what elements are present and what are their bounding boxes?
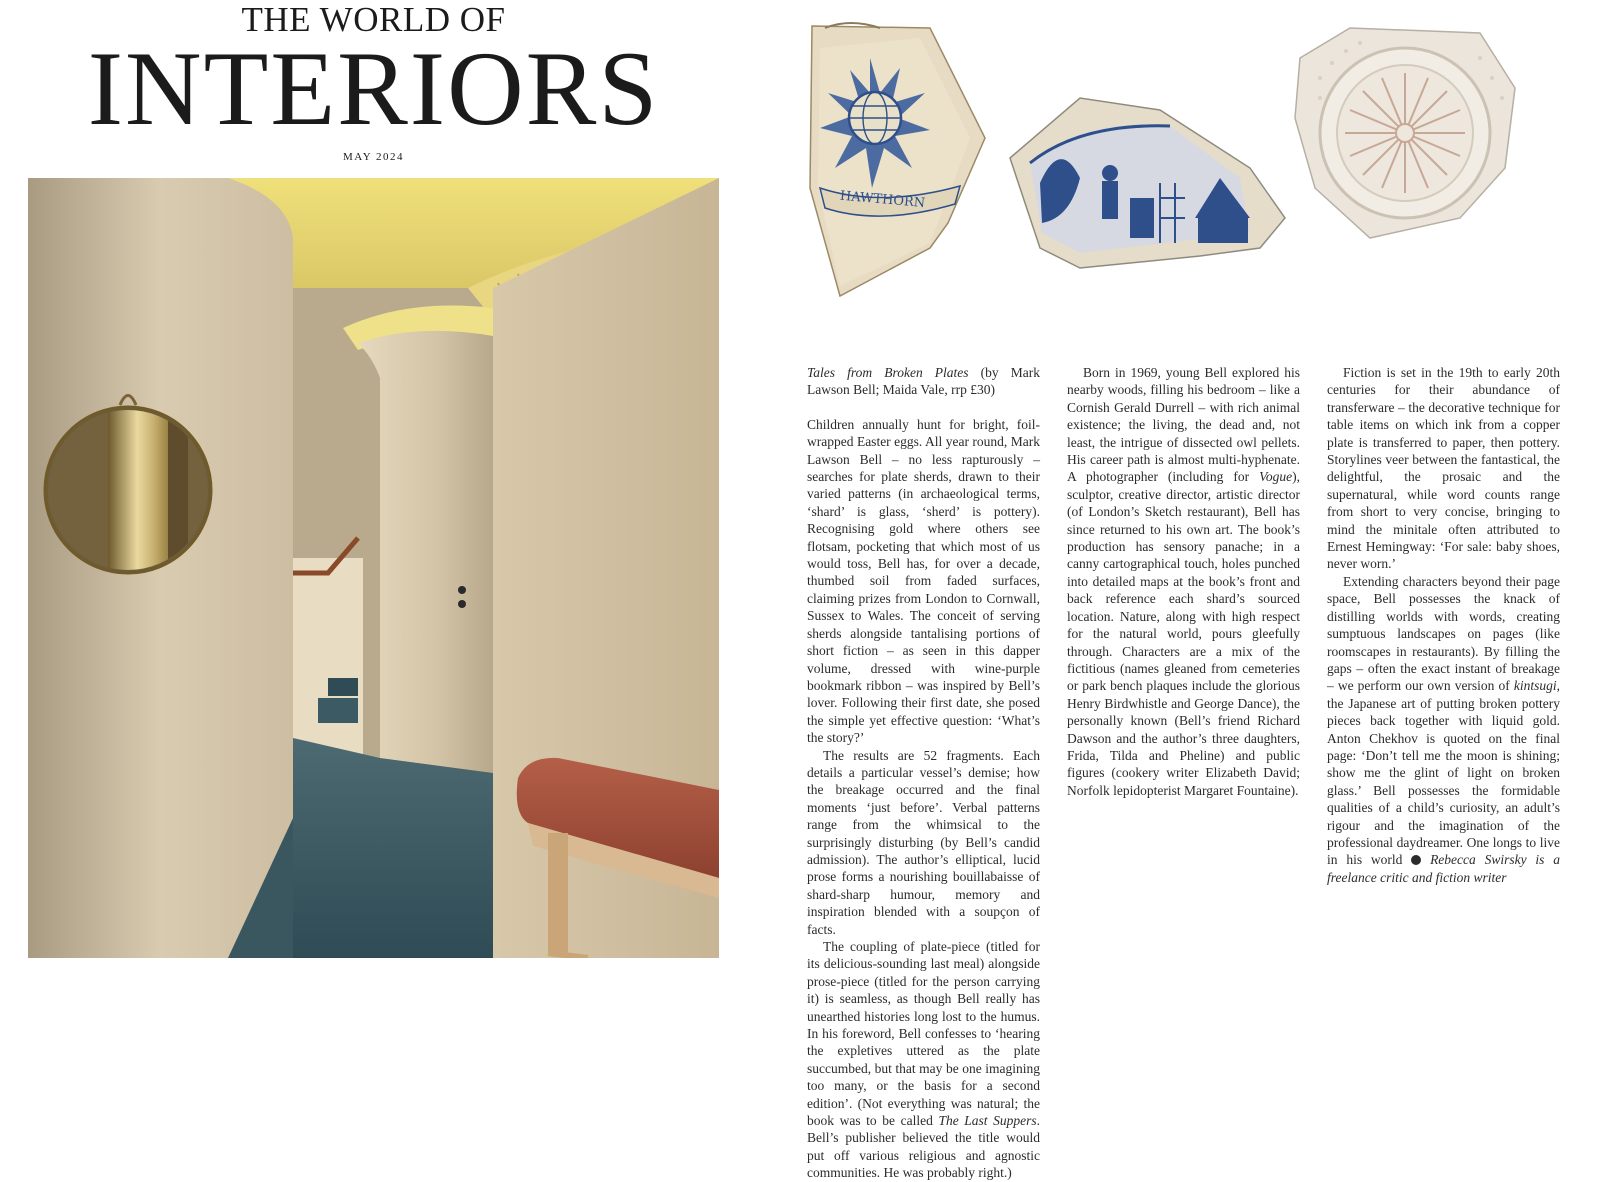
- article-column-3: [1327, 364, 1560, 886]
- paragraph-3-text: The coupling of plate-piece (titled for its delicious-sounding last meal) alongside prose-piece (titled for the person carrying it) is seamless, as though Bell really has unearthed histories long lost to the humus. In his foreword, Bell confesses to ‘hearing the expletives uttered as the plate succumbed, but that may be one imagining too many, or the basis for a second edition’. (Not everything was natural; the book was to be called: [807, 939, 1040, 1129]
- cover-photo: [28, 178, 719, 958]
- paragraph-4: [1067, 364, 1300, 799]
- cover-interior-illustration: [28, 178, 719, 958]
- paragraph-4-text-b: ), sculptor, creative director, artistic director (of London’s Sketch restaurant), Bell has since returned to his own art. The book’s production has sensory panache; in a canny cartographical touch, holes punched into detailed maps at the book’s front and back reference each shard’s sourced location. Nature, along with high respect for the natural world, pours gleefully through. Characters are a mix of the fictitious (names gleaned from cemeteries or park bench plaques include the glorious Henry Birdwhistle and George Dance), the personally known (Bell’s friend Richard Dawson and the author’s three daughters, Frida, Tilda and Pheline) and public figures (cookery writer Elizabeth David; Norfolk lepidopterist Margaret Fountaine).: [1067, 469, 1301, 798]
- end-mark-icon: [1411, 855, 1421, 865]
- paragraph-3-end: . Bell’s publisher believed the title would put off various religious and agnostic communities. He was probably right.): [807, 1113, 1041, 1181]
- masthead-title: INTERIORS: [87, 30, 660, 147]
- paragraph-3-italic: The Last Suppers: [938, 1113, 1037, 1129]
- paragraph-6: [1327, 573, 1560, 886]
- plate-sherds-photo: [780, 18, 1580, 318]
- sherd-inscription: HAWTHORN: [839, 188, 926, 212]
- paragraph-6-text-a: Extending characters beyond their page space, Bell possesses the knack of distilling worlds with words, creating sumptuous landscapes on pages (like roomscapes in restaurants). By filling the gaps – often the exact instant of breakage – we perform our own version of: [1327, 573, 1560, 694]
- article-column-2: [1067, 364, 1300, 799]
- author-byline: Rebecca Swirsky is a freelance critic and fiction writer: [1327, 852, 1560, 885]
- paragraph-3: [807, 938, 1040, 1182]
- issue-date: MAY 2024: [342, 151, 404, 163]
- book-details: (by Mark Lawson Bell; Maida Vale, rrp £30): [807, 365, 1040, 398]
- paragraph-6-text-b: , the Japanese art of putting broken pottery pieces back together with liquid gold. Anton Chekhov is quoted on the final page: ‘Don’t tell me the moon is shining; show me the glint of light on broken glass.’ Bell possesses the formidable qualities of a child’s curiosity, an adult’s rigour and the imagination of the professional daydreamer. One longs to live in his world: [1327, 678, 1561, 868]
- paragraph-5: Fiction is set in the 19th to early 20th centuries for their abundance of transferware – the decorative technique for table items on which ink from a copper plate is transferred to paper, then pottery. Storylines veer between the fantastical, the delightful, the prosaic and the supernatural, while word counts range from short to very concise, bringing to mind the minitale often attributed to Ernest Hemingway: ‘For sale: baby shoes, never worn.’: [1327, 365, 1560, 572]
- paragraph-6-italic: kintsugi: [1513, 678, 1557, 694]
- book-title: Tales from Broken Plates: [807, 365, 969, 380]
- plate-sherds-illustration: [780, 18, 1580, 318]
- masthead-top-line: THE WORLD OF: [241, 0, 506, 39]
- paragraph-4-italic: Vogue: [1259, 469, 1293, 485]
- book-credit: [807, 364, 1040, 399]
- sherd-white-base: [1295, 28, 1515, 238]
- paragraph-4-text-a: Born in 1969, young Bell explored his nearby woods, filling his bedroom – like a Cornish Gerald Durrell – with rich animal existence; the living, the dead and, not least, the intrigue of dissected owl pellets. His career path is almost multi-hyphenate. A photographer (including for: [1067, 365, 1300, 485]
- sherd-hawthorn: [810, 23, 985, 296]
- article-column-1: [807, 364, 1040, 1182]
- sherd-landscape: [1010, 98, 1285, 268]
- paragraph-2: The results are 52 fragments. Each details a particular vessel’s demise; how the breakage occurred and the final moments ‘just before’. Verbal patterns range from the whimsical to the surprisingly disturbing (by Bell’s candid admission). The author’s elliptical, lucid prose forms a nourishing bouillabaisse of shard-sharp humour, memory and inspiration blended with a soupçon of facts.: [807, 747, 1040, 937]
- paragraph-1: Children annually hunt for bright, foil-wrapped Easter eggs. All year round, Mark Lawson Bell – no less rapturously – searches for plate sherds, drawn to their varied patterns (in archaeological terms, ‘shard’ is glass, ‘sherd’ is pottery). Recognising gold where others see flotsam, pocketing that which most of us would toss, Bell has, for over a decade, thumbed soil from faded surfaces, claiming prizes from London to Cornwall, Sussex to Wales. The conceit of serving sherds alongside tantalising portions of short fiction – as seen in this dapper volume, dressed with wine-purple bookmark ribbon – was inspired by Bell’s lover. Following their first date, she posed the simple yet effective question: ‘What’s the story?’: [807, 416, 1040, 746]
